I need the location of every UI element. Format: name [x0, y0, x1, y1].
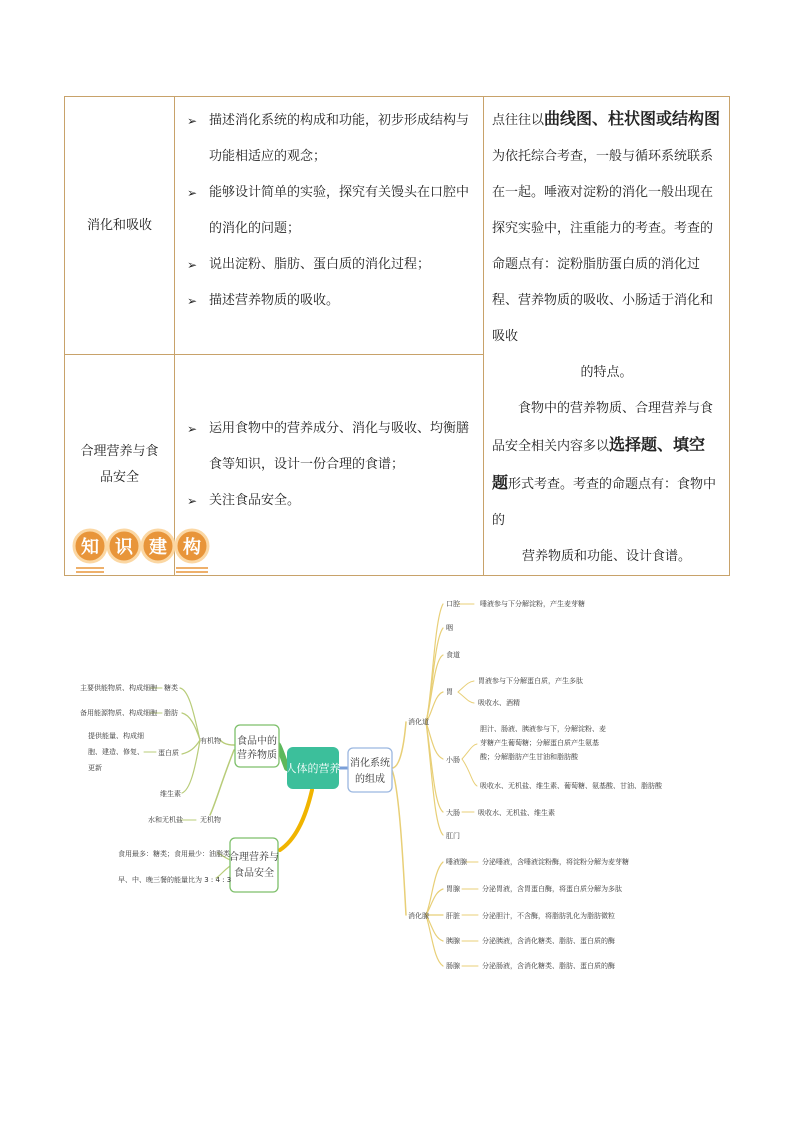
svg-text:合理营养与: 合理营养与 [229, 852, 279, 863]
banner-char-3 [142, 530, 174, 562]
svg-text:食用最多：糖类；食用最少：油脂类: 食用最多：糖类；食用最少：油脂类 [118, 850, 230, 858]
svg-text:消化系统: 消化系统 [350, 758, 390, 769]
svg-text:无机物: 无机物 [200, 816, 221, 824]
svg-text:胃: 胃 [446, 688, 453, 696]
requirement-item: ➢ 能够设计简单的实验，探究有关馒头在口腔中的消化的问题； [185, 175, 475, 247]
banner-char-4 [176, 530, 208, 562]
svg-text:食道: 食道 [446, 651, 460, 659]
svg-text:分泌胃液，含胃蛋白酶，将蛋白质分解为多肽: 分泌胃液，含胃蛋白酶，将蛋白质分解为多肽 [482, 885, 622, 893]
requirements-nutrition [175, 355, 484, 576]
arrow-bullet-icon: ➢ [187, 494, 198, 508]
svg-text:芽糖产生葡萄糖；分解蛋白质产生氨基: 芽糖产生葡萄糖；分解蛋白质产生氨基 [480, 739, 599, 747]
svg-text:食品中的: 食品中的 [237, 736, 277, 747]
svg-text:口腔: 口腔 [446, 600, 460, 608]
svg-text:胰腺: 胰腺 [446, 937, 460, 945]
topic-nutrition: 合理营养与食 品安全 [65, 355, 175, 576]
svg-text:水和无机盐: 水和无机盐 [148, 816, 183, 824]
svg-text:肠腺: 肠腺 [446, 962, 460, 970]
svg-text:肛门: 肛门 [446, 832, 460, 840]
svg-text:糖类: 糖类 [164, 684, 178, 692]
requirement-item: ➢ 说出淀粉、脂肪、蛋白质的消化过程； [185, 247, 475, 283]
banner-char-2 [108, 530, 140, 562]
svg-text:分泌肠液，含消化糖类、脂肪、蛋白质的酶: 分泌肠液，含消化糖类、脂肪、蛋白质的酶 [482, 962, 615, 970]
arrow-bullet-icon: ➢ [187, 186, 198, 200]
svg-text:维生素: 维生素 [160, 790, 181, 798]
svg-text:有机物: 有机物 [200, 737, 221, 745]
svg-text:构: 构 [183, 537, 201, 558]
banner-char-1 [74, 530, 106, 562]
mind-map [60, 588, 750, 983]
svg-text:胆汁、肠液、胰液参与下，分解淀粉、麦: 胆汁、肠液、胰液参与下，分解淀粉、麦 [480, 725, 606, 733]
svg-text:人体的营养: 人体的营养 [285, 762, 341, 775]
svg-text:营养物质: 营养物质 [237, 750, 277, 761]
svg-text:的组成: 的组成 [355, 774, 385, 785]
svg-text:知: 知 [81, 537, 99, 558]
exam-analysis: 点往往以曲线图、柱状图或结构图为依托综合考查，一般与循环系统联系在一起。唾液对淀粉的消化一般出现在探究实验中，注重能力的考查。考查的命题点有：淀粉脂肪蛋白质的消化过程、营养物质的吸收、小肠适于消化和吸收 的特点。 食物中的营养物质、合理营养与食品安全相关内容多以选择题、填空题形式考查。考查的命题点有：食物中的 营养物质和功能、设计食谱。 [484, 97, 730, 576]
svg-text:消化腺: 消化腺 [408, 912, 429, 920]
svg-text:肝脏: 肝脏 [446, 912, 460, 920]
svg-text:分泌胰液，含消化糖类、脂肪、蛋白质的酶: 分泌胰液，含消化糖类、脂肪、蛋白质的酶 [482, 937, 615, 945]
requirement-item: ➢ 关注食品安全。 [185, 483, 475, 519]
svg-text:早、中、晚三餐的能量比为 3 : 4 : 3: 早、中、晚三餐的能量比为 3 : 4 : 3 [118, 876, 232, 884]
svg-text:建: 建 [149, 537, 167, 558]
svg-text:唾液参与下分解淀粉，产生麦芽糖: 唾液参与下分解淀粉，产生麦芽糖 [480, 600, 585, 608]
requirement-item: ➢ 描述营养物质的吸收。 [185, 283, 475, 319]
svg-text:小肠: 小肠 [446, 756, 460, 764]
arrow-bullet-icon: ➢ [187, 422, 198, 436]
svg-text:吸收水、无机盐、维生素: 吸收水、无机盐、维生素 [478, 809, 555, 817]
arrow-bullet-icon: ➢ [187, 114, 198, 128]
svg-text:蛋白质: 蛋白质 [158, 749, 179, 757]
svg-text:唾液腺: 唾液腺 [446, 858, 467, 866]
arrow-bullet-icon: ➢ [187, 258, 198, 272]
section-banner [72, 526, 212, 576]
svg-text:主要供能物质、构成细胞: 主要供能物质、构成细胞 [80, 684, 157, 692]
svg-text:识: 识 [115, 537, 133, 558]
svg-text:胞、建造、修复、: 胞、建造、修复、 [88, 748, 144, 756]
food-safety-node [230, 838, 278, 892]
svg-text:大肠: 大肠 [446, 809, 460, 817]
svg-text:酸；分解脂肪产生甘油和脂肪酸: 酸；分解脂肪产生甘油和脂肪酸 [480, 753, 578, 761]
arrow-bullet-icon: ➢ [187, 294, 198, 308]
svg-text:胃腺: 胃腺 [446, 885, 460, 893]
svg-text:食品安全: 食品安全 [234, 868, 274, 879]
svg-text:提供能量、构成细: 提供能量、构成细 [88, 732, 144, 740]
topic-digestion: 消化和吸收 [65, 97, 175, 355]
svg-text:消化道: 消化道 [408, 718, 429, 726]
svg-text:吸收水、无机盐、维生素、葡萄糖、氨基酸、甘油、脂肪酸: 吸收水、无机盐、维生素、葡萄糖、氨基酸、甘油、脂肪酸 [480, 782, 662, 790]
svg-text:吸收水、酒精: 吸收水、酒精 [478, 699, 520, 707]
requirement-item: ➢ 运用食物中的营养成分、消化与吸收、均衡膳食等知识，设计一份合理的食谱； [185, 411, 475, 483]
svg-text:备用能源物质、构成细胞: 备用能源物质、构成细胞 [80, 709, 157, 717]
curriculum-table [64, 96, 730, 576]
svg-text:胃液参与下分解蛋白质，产生多肽: 胃液参与下分解蛋白质，产生多肽 [478, 677, 583, 685]
left-labels [80, 683, 231, 884]
right-labels [408, 599, 663, 971]
svg-text:分泌胆汁，不含酶，将脂肪乳化为脂肪微粒: 分泌胆汁，不含酶，将脂肪乳化为脂肪微粒 [482, 912, 615, 920]
requirement-item: ➢ 描述消化系统的构成和功能，初步形成结构与功能相适应的观念； [185, 103, 475, 175]
svg-text:咽: 咽 [446, 624, 453, 632]
svg-text:分泌唾液，含唾液淀粉酶，将淀粉分解为麦芽糖: 分泌唾液，含唾液淀粉酶，将淀粉分解为麦芽糖 [482, 858, 629, 866]
svg-text:更新: 更新 [88, 764, 102, 772]
digestive-system-node [348, 748, 392, 792]
requirements-digestion [175, 97, 484, 355]
svg-text:脂肪: 脂肪 [164, 709, 178, 717]
